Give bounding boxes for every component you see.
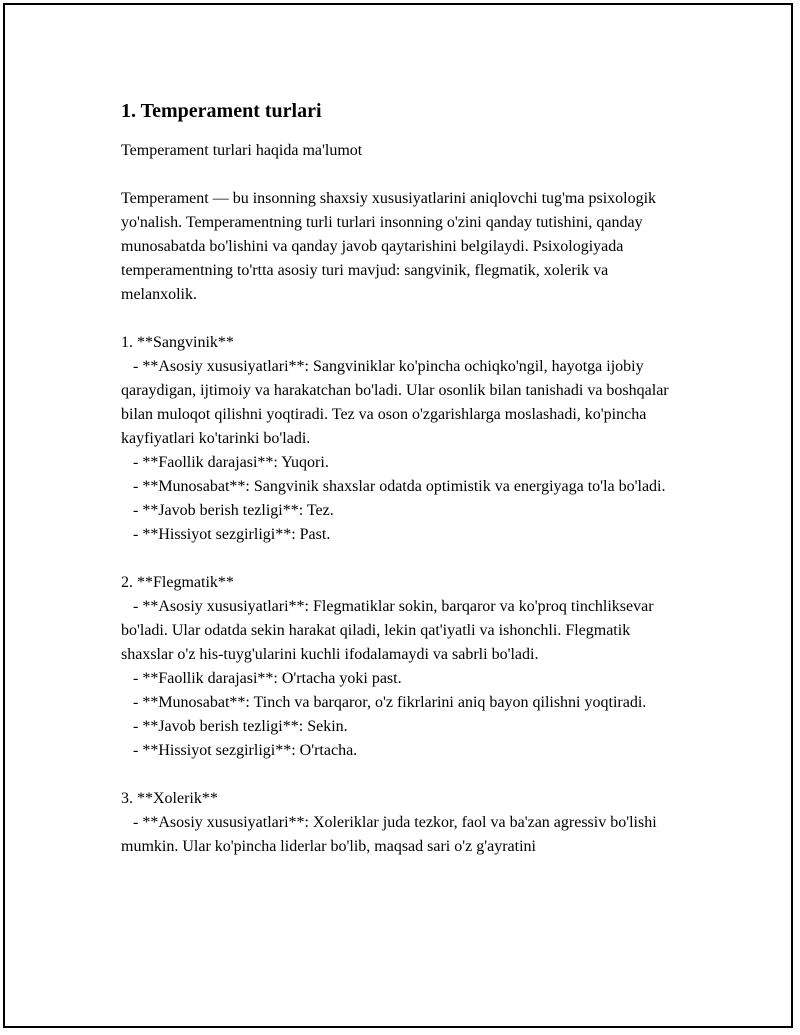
document-content — [121, 97, 681, 859]
document-subtitle: Temperament turlari haqida ma'lumot — [121, 142, 363, 159]
document-body-text: Temperament — bu insonning shaxsiy xususiyatlarini aniqlovchi tug'ma psixologik yo'nalish. Temperamentning turli turlari insonning o'zini qanday tutishini, qanday munosabatda bo'lishini va qanday javob qaytarishini belgilaydi. Psixologiyada temperamentning to'rtta asosiy turi mavjud: sangvinik, flegmatik, xolerik va melanxolik. 1. **Sangvinik** - **Asosiy xususiyatlari**: Sangviniklar ko'pincha ochiqko'ngil, hayotga ijobiy qaraydigan, ijtimoiy va harakatchan bo'ladi. Ular osonlik bilan tanishadi va boshqalar bilan muloqot qilishni yoqtiradi. Tez va oson o'zgarishlarga moslashadi, ko'pincha kayfiyatlari ko'tarinki bo'ladi. - **Faollik darajasi**: Yuqori. - **Munosabat**: Sangvinik shaxslar odatda optimistik va energiyaga to'la bo'ladi. - **Javob berish tezligi**: Tez. - **Hissiyot sezgirligi**: Past. 2. **Flegmatik** - **Asosiy xususiyatlari**: Flegmatiklar sokin, barqaror va ko'proq tinchliksevar bo'ladi. Ular odatda sekin harakat qiladi, lekin qat'iyatli va ishonchli. Flegmatik shaxslar o'z his-tuyg'ularini kuchli ifodalamaydi va sabrli bo'ladi. - **Faollik darajasi**: O'rtacha yoki past. - **Munosabat**: Tinch va barqaror, o'z fikrlarini aniq bayon qilishni yoqtiradi. - **Javob berish tezligi**: Sekin. - **Hissiyot sezgirligi**: O'rtacha. 3. **Xolerik** - **Asosiy xususiyatlari**: Xoleriklar juda tezkor, faol va ba'zan agressiv bo'lishi mumkin. Ular ko'pincha liderlar bo'lib, maqsad sari o'z g'ayratini — [121, 190, 669, 855]
document-title: 1. Temperament turlari — [121, 100, 322, 122]
document-page — [3, 3, 793, 1028]
